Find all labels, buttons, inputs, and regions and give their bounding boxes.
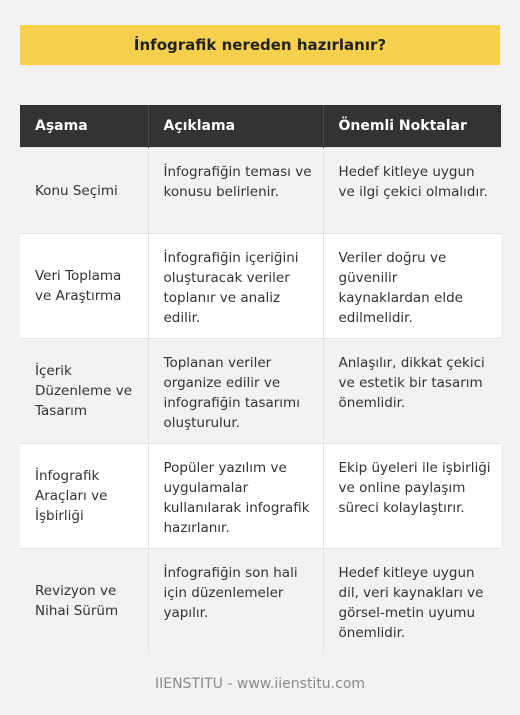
table-header-row bbox=[20, 105, 501, 148]
description-cell: Toplanan veriler organize edilir ve infografiğin tasarımı oluşturulur. bbox=[148, 339, 323, 444]
notes-cell: Ekip üyeleri ile işbirliği ve online paylaşım süreci kolaylaştırır. bbox=[323, 444, 501, 549]
header-notes: Önemli Noktalar bbox=[323, 105, 501, 148]
description-cell: İnfografiğin içeriğini oluşturacak veriler toplanır ve analiz edilir. bbox=[148, 234, 323, 339]
info-table bbox=[20, 105, 501, 654]
table-row bbox=[20, 549, 501, 654]
description-cell: İnfografiğin teması ve konusu belirlenir. bbox=[148, 148, 323, 234]
footer-credit: IIENSTITU - www.iienstitu.com bbox=[154, 676, 366, 692]
description-cell: İnfografiğin son hali için düzenlemeler yapılır. bbox=[148, 549, 323, 654]
header-description: Açıklama bbox=[148, 105, 323, 148]
stage-cell: İnfografik Araçları ve İşbirliği bbox=[20, 444, 148, 549]
notes-cell: Veriler doğru ve güvenilir kaynaklardan elde edilmelidir. bbox=[323, 234, 501, 339]
table-row bbox=[20, 339, 501, 444]
stage-cell: İçerik Düzenleme ve Tasarım bbox=[20, 339, 148, 444]
notes-cell: Hedef kitleye uygun ve ilgi çekici olmalıdır. bbox=[323, 148, 501, 234]
table-row bbox=[20, 444, 501, 549]
title-banner bbox=[20, 25, 500, 65]
stage-cell: Veri Toplama ve Araştırma bbox=[20, 234, 148, 339]
stage-cell: Konu Seçimi bbox=[20, 148, 148, 234]
table-row bbox=[20, 234, 501, 339]
description-cell: Popüler yazılım ve uygulamalar kullanılarak infografik hazırlanır. bbox=[148, 444, 323, 549]
notes-cell: Anlaşılır, dikkat çekici ve estetik bir tasarım önemlidir. bbox=[323, 339, 501, 444]
table-row bbox=[20, 148, 501, 234]
header-stage: Aşama bbox=[20, 105, 148, 148]
notes-cell: Hedef kitleye uygun dil, veri kaynakları ve görsel-metin uyumu önemlidir. bbox=[323, 549, 501, 654]
stage-cell: Revizyon ve Nihai Sürüm bbox=[20, 549, 148, 654]
page-title: İnfografik nereden hazırlanır? bbox=[133, 36, 387, 54]
